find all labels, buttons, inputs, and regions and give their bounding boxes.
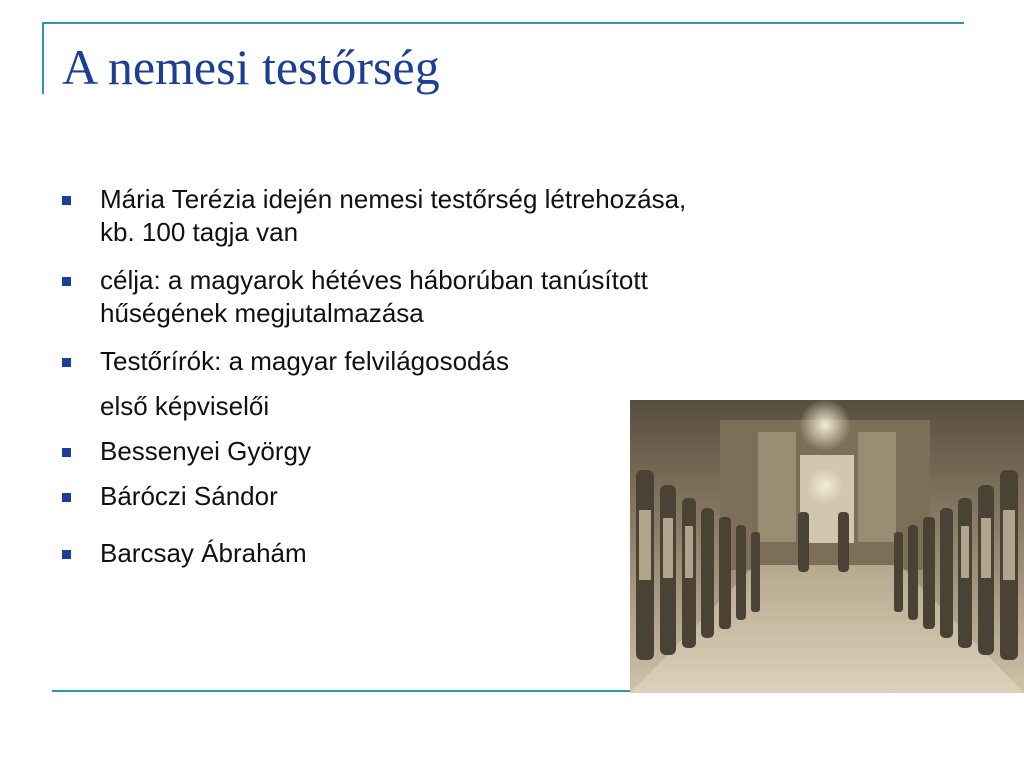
square-bullet-icon [62, 277, 71, 286]
bullet-text-line: Báróczi Sándor [100, 481, 278, 511]
bullet-item [60, 183, 880, 249]
square-bullet-icon [62, 358, 71, 367]
top-accent-line [42, 22, 964, 24]
bullet-text-line: hűségének megjutalmazása [100, 298, 424, 328]
bullet-text-line: kb. 100 tagja van [100, 217, 299, 247]
square-bullet-icon [62, 196, 71, 205]
photo-illustration [630, 400, 1024, 693]
bullet-text-line: Barcsay Ábrahám [100, 538, 307, 568]
bullet-text-line: célja: a magyarok hétéves háborúban tanúsított [100, 265, 648, 295]
left-accent-line [42, 22, 44, 94]
square-bullet-icon [62, 448, 71, 457]
guards-hall-photo [630, 400, 1024, 693]
bullet-item [60, 264, 880, 330]
bullet-text-line: első képviselői [100, 391, 270, 421]
square-bullet-icon [62, 493, 71, 502]
bottom-accent-line [52, 690, 642, 692]
bullet-text-line: Bessenyei György [100, 436, 311, 466]
square-bullet-icon [62, 550, 71, 559]
bullet-text-line: Mária Terézia idején nemesi testőrség létrehozása, [100, 184, 687, 214]
slide-title: A nemesi testőrség [62, 39, 440, 95]
bullet-text-line: Testőrírók: a magyar felvilágosodás [100, 346, 509, 376]
